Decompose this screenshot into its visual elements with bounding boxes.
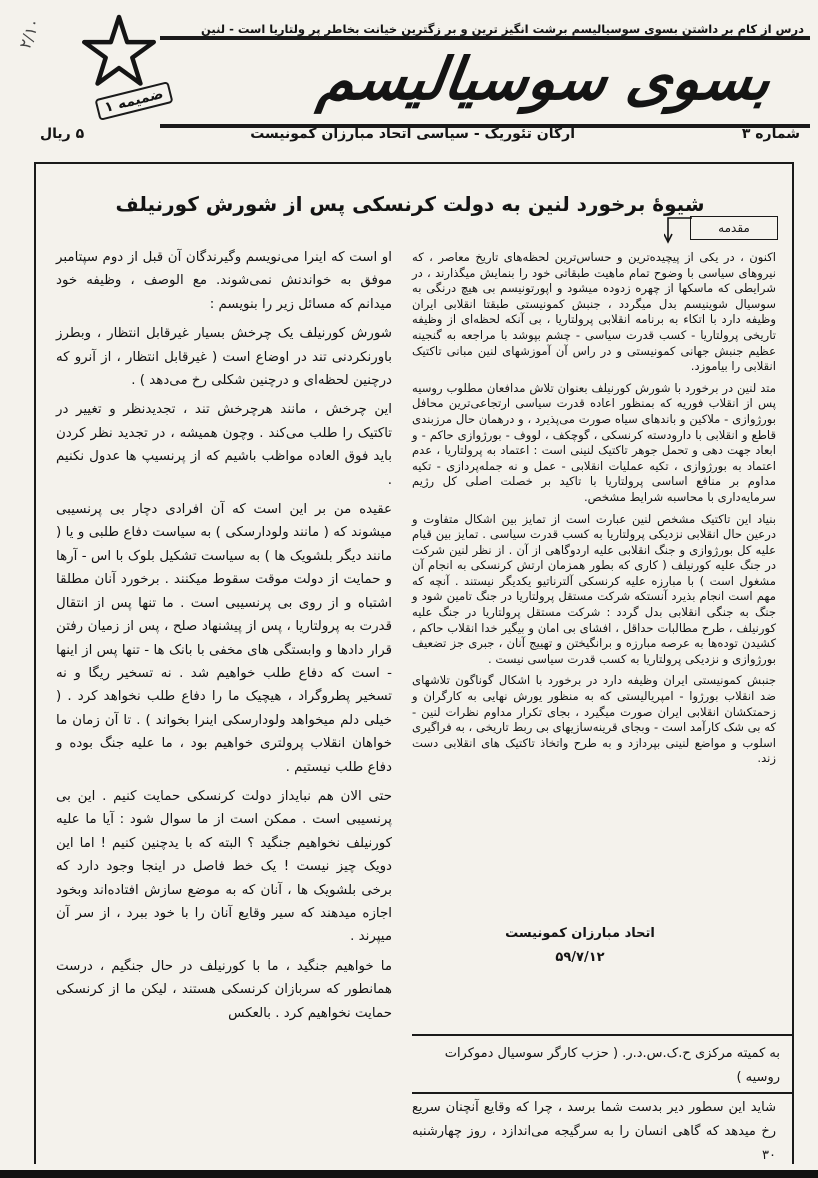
bottom-edge xyxy=(0,1170,818,1178)
masthead xyxy=(160,36,810,128)
masthead-subline xyxy=(40,126,800,152)
signature-date: ۵۹/۷/۱۲ xyxy=(555,950,605,965)
intro-label: مقدمه xyxy=(690,216,778,240)
supplement-label: ضمیمه ۱ xyxy=(94,81,173,121)
article-title: شیوهٔ برخورد لنین به دولت کرنسکی پس از شورش کورنیلف xyxy=(115,192,705,216)
header-slogan: درس از کام بر داشتن بسوی سوسیالیسم برشت انگیز ترین و بر زگترین خیانت بخاطر پر ولتاریا است - لنین xyxy=(201,22,804,36)
right-column xyxy=(412,250,776,773)
price: ۵ ریال xyxy=(40,126,85,142)
left-paragraph: او است که اینرا می‌نویسم وگیرندگان آن قبل از دوم سپتامبر موفق به خواندنش نمی‌شوند. مع الوصف ، وظیفه خود میدانم که مسائل زیر را بنویسم : xyxy=(56,250,392,312)
signature: اتحاد مبارزان کمونیست xyxy=(505,926,655,941)
right-paragraph: متد لنین در برخورد با شورش کورنیلف بعنوان تلاش مدافعان مطلوب روسیه پس از انقلاب فوریه که بمنظور اعاده قدرت سیاسی ارتجاعی‌ترین محافل بورژوازی - ملاکین و باندهای سیاه صورت می‌پذیرد ، و درهمان حال مرزبندی قاطع و انقلابی با دارودسته کرنسکی ، گوچکف ، لووف - بورژوازی حاکم - و ابعاد جهت‌ دهی و تحمل جوهر تاکتیک لنینی است : اعتماد به پرولتاریا ، عدم اعتماد به بورژوازی ، تکیه عملیات انقلابی - عمل و نه جمله‌پردازی - تکیه مداوم بر منافع اساسی پرولتاریا با تاکید بر خصلت اصلی کل رژیم سرمایه‌داری با محاسبه شرایط مشخص. xyxy=(412,380,776,504)
letter-heading: به کمیته مرکزی ح.ک.س.د.ر. ( حزب کارگر سوسیال دموکرات روسیه ) xyxy=(444,1046,780,1085)
right-paragraph: اکنون ، در یکی از پیچیده‌ترین و حساس‌ترین لحظه‌های تاریخ معاصر ، که نیروهای سیاسی با وضوح تمام ماهیت طبقاتی خود را بنمایش میگذارند ، در شرایطی که ماسکها از چهره زدوده میشود و اپورتونیسم بی هیچ درنگی به سوسیال شوینیسم بدل میگردد ، جنبش کمونیستی طبقتا انقلابی ایران وظیفه دارد با اتکاء به برنامه انقلابی پرولتاریا ، بی آنکه لحظه‌ای از وظیفه تاریخی پرولتاریا - کسب قدرت سیاسی - چشم بپوشد با مراجعه به گنجینه عظیم جنبش جهانی کمونیستی و در راس آن آموزشهای لنین مبانی تاکتیک انقلابی را بیاموزد. xyxy=(412,250,776,374)
star-icon xyxy=(82,14,156,88)
issue-number: شماره ۳ xyxy=(741,126,800,142)
organ-description: ارگان تئوریک - سیاسی اتحاد مبارزان کمونیست xyxy=(250,126,575,142)
left-paragraph: شورش کورنیلف یک چرخش بسیار غیرقابل انتظار ، وبطرز باورنکردنی تند در اوضاع است ( غیرقابل انتظار ، از آنرو که درچنین لحظه‌ای و درچنین شکلی رخ می‌دهد ) . xyxy=(56,326,392,389)
masthead-title: بسوی سوسیالیسم xyxy=(313,45,775,113)
signature-block xyxy=(430,922,730,970)
left-paragraph: ما خواهیم جنگید ، ما با کورنیلف در حال جنگیم ، درست همانطور که سربازان کرنسکی هستند ، لیکن ما از کرنسکی حمایت نخواهیم کرد . بالعکس xyxy=(56,958,392,1021)
right-paragraph: جنبش کمونیستی ایران وظیفه دارد در برخورد با اشکال گوناگون تلاشهای ضد انقلاب بورژوا - امپریالیستی که به منظور یورش نهایی به کارگران و زحمتکشان انقلابی ایران صورت میگیرد ، بجای تکرار مداوم نظرات لنین - که بی شک کارآمد است - وبجای قرینه‌سازیهای بی ربط تاریخی ، به فراگیری اسلوب و مواضع لنینی بپردازد و به طرح واتخاذ تاکتیک های انقلابی دست زند. xyxy=(412,673,776,766)
left-paragraph: این چرخش ، مانند هرچرخش تند ، تجدیدنظر و تغییر در تاکتیک را طلب می‌کند . وچون همیشه ، در تجدید نظر کردن باید فوق العاده مواظب باشیم که از پرنسیپ ها عدول نکنیم . xyxy=(56,402,392,488)
handwritten-note: ۲/۱۰ xyxy=(15,15,44,52)
left-column xyxy=(56,246,392,1031)
left-paragraph: عقیده من بر این است که آن افرادی دچار بی پرنسیبی میشوند که ( مانند ولودارسکی ) به سیاست دفاع طلبی و یا ( مانند دیگر بلشویک ها ) به سیاست تشکیل بلوک با اس - آرها و حمایت از دولت موقت سقوط میکنند . برخورد آنان مطلقا اشتباه و از روی بی پرنسیبی است . ما تنها پس از انتقال قدرت به پرولتاریا ، پس از پیشنهاد صلح ، پس از زمیان رفتن قرار دادها و وابستگی های مخفی با بانک ها - تنها پس از اینها - است که دفاع طلب خواهیم شد . نه تسخیر ریگا و نه تسخیر پطروگراد ، هیچیک ما را دفاع طلب نخواهد کرد . ( خیلی دلم میخواهد ولودارسکی اینرا بخواند ) . تا آن زمان ما خواهان انقلاب پرولتری خواهیم بود ، ما علیه جنگ بوده و دفاع طلب نیستیم . xyxy=(56,502,392,775)
letter-heading-box xyxy=(412,1034,792,1094)
left-paragraph: حتی الان هم نبایداز دولت کرنسکی حمایت کنیم . این بی پرنسیبی است . ممکن است از ما سوال شود : آیا ما علیه کورنیلف نخواهیم جنگید ؟ البته که با یدچنین کنیم ! اما این دویک چیز نیست ! یک خط فاصل در اینجا وجود دارد که برخی بلشویک ها ، آنان که به موضع سازش افتاده‌اند وبخود اجازه میدهند که سیر وقایع آنان را با خود ببرد ، از سر آن میپرند . xyxy=(56,788,392,945)
arrow-down-icon xyxy=(664,216,694,246)
letter-text: شاید این سطور دیر بدست شما برسد ، چرا که وقایع آنچنان سریع رخ میدهد که گاهی انسان را به سرگیجه می‌اندازد ، روز چهارشنبه ۳۰ xyxy=(412,1100,776,1163)
right-paragraph: بنیاد این تاکتیک مشخص لنین عبارت است از تمایز بین اشکال متفاوت و درعین حال انقلابی نزدیکی پرولتاریا به کسب قدرت سیاسی . تمایز بین قیام علیه کل بورژوازی و جنگ انقلابی علیه اردوگاهی از آن . از نظر لنین شرکت در جنگ علیه کورنیلف ( کاری که بطور همزمان ارتش کرنسکی به انجام آن مشغول است ) با مبارزه علیه کرنسکی آلترناتیو یکدیگر نیستند . آنچه که مهم است انجام بذیرد آنستکه شرکت مستقل پرولتاریا در جنگ تامین شود و جنگ به جنگی انقلابی بدل گردد : شرکت مستقل پرولتاریا در جنگ علیه کورنیلف ، طرح مطالبات حداقل ، افشای بی امان و بیگیر خدا انقلاب حاکم ، کشیدن توده‌ها به عرصه مبارزه و برانگیختن و تهییج آنان ، جبری جز تضعیف بورژوازی و نزدیکی پرولتاریا به کسب قدرت سیاسی نیست . xyxy=(412,511,776,666)
